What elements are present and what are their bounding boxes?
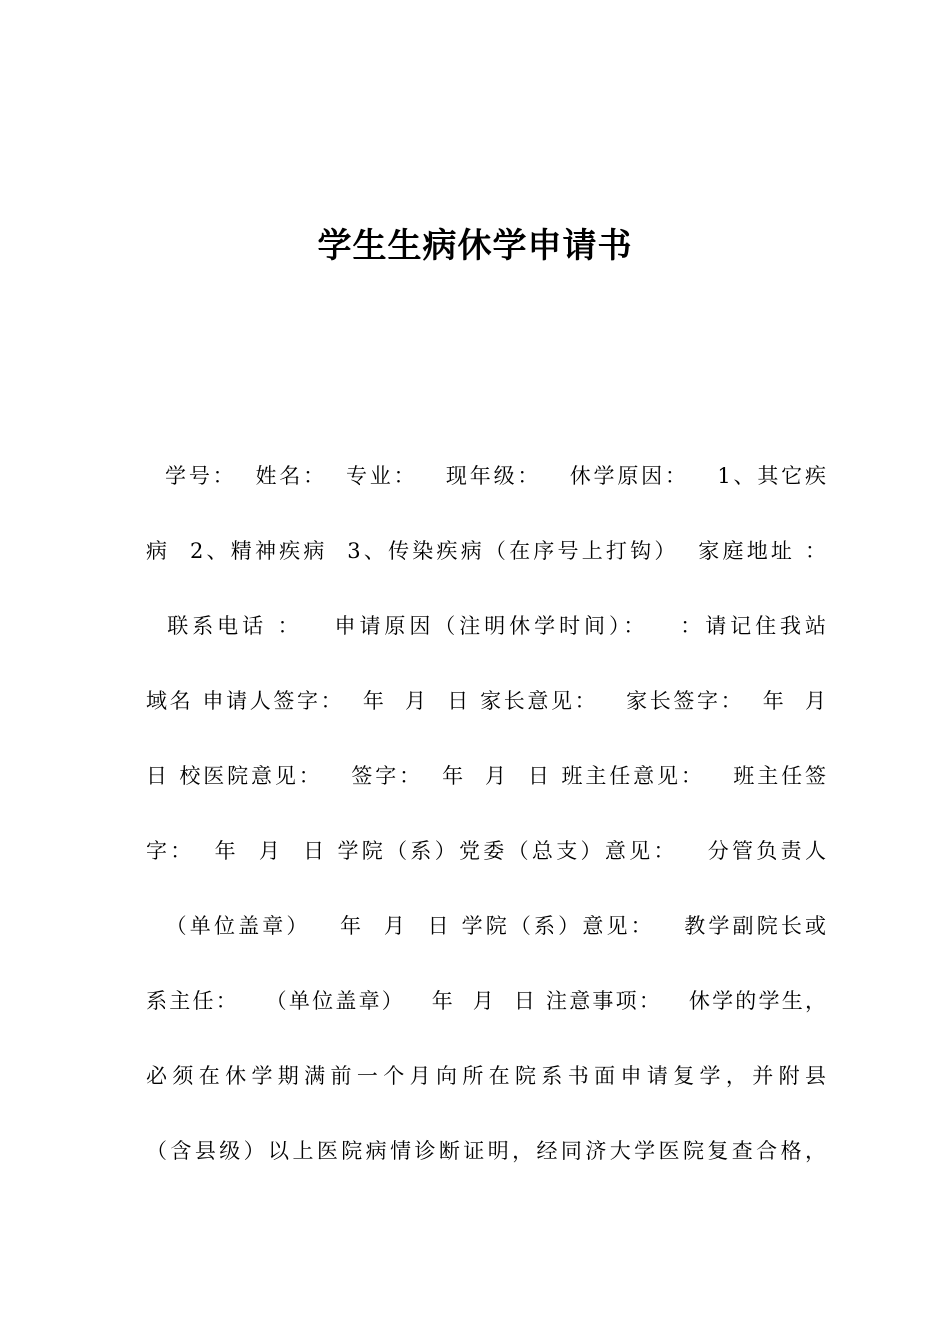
body-line-text: （含县级）以上医院病情诊断证明，经同济大学医院复查合格， [146, 1139, 826, 1163]
body-line [146, 1135, 826, 1167]
body-line [146, 985, 826, 1017]
body-line-text: 域名 申请人签字： 年 月 日 家长意见： 家长签字： 年 月 [146, 689, 826, 713]
body-line-text: 病 2、精神疾病 3、传染疾病（在序号上打钩） 家庭地址 ： [146, 539, 826, 563]
body-line-text: 学号： 姓名： 专业： 现年级： 休学原因： 1、其它疾 [146, 464, 826, 488]
body-line [146, 610, 826, 642]
body-line [146, 910, 826, 942]
body-line [146, 760, 826, 792]
body-line-text: 日 校医院意见： 签字： 年 月 日 班主任意见： 班主任签 [146, 764, 826, 788]
body-line [146, 685, 826, 717]
body-line [146, 460, 826, 492]
body-line [146, 1060, 826, 1092]
body-line-text: 必须在休学期满前一个月向所在院系书面申请复学，并附县 [146, 1064, 826, 1088]
document-title: 学生生病休学申请书 [317, 226, 633, 266]
body-line [146, 835, 826, 867]
body-line-text: （单位盖章） 年 月 日 学院（系）意见： 教学副院长或 [146, 914, 826, 938]
body-line [146, 535, 826, 567]
body-line-text: 字： 年 月 日 学院（系）党委（总支）意见： 分管负责人 [146, 839, 826, 863]
body-line-text: 联系电话 ： 申请原因（注明休学时间）： ：请记住我站 [146, 614, 826, 638]
body-line-text: 系主任： （单位盖章） 年 月 日 注意事项： 休学的学生， [146, 989, 826, 1013]
